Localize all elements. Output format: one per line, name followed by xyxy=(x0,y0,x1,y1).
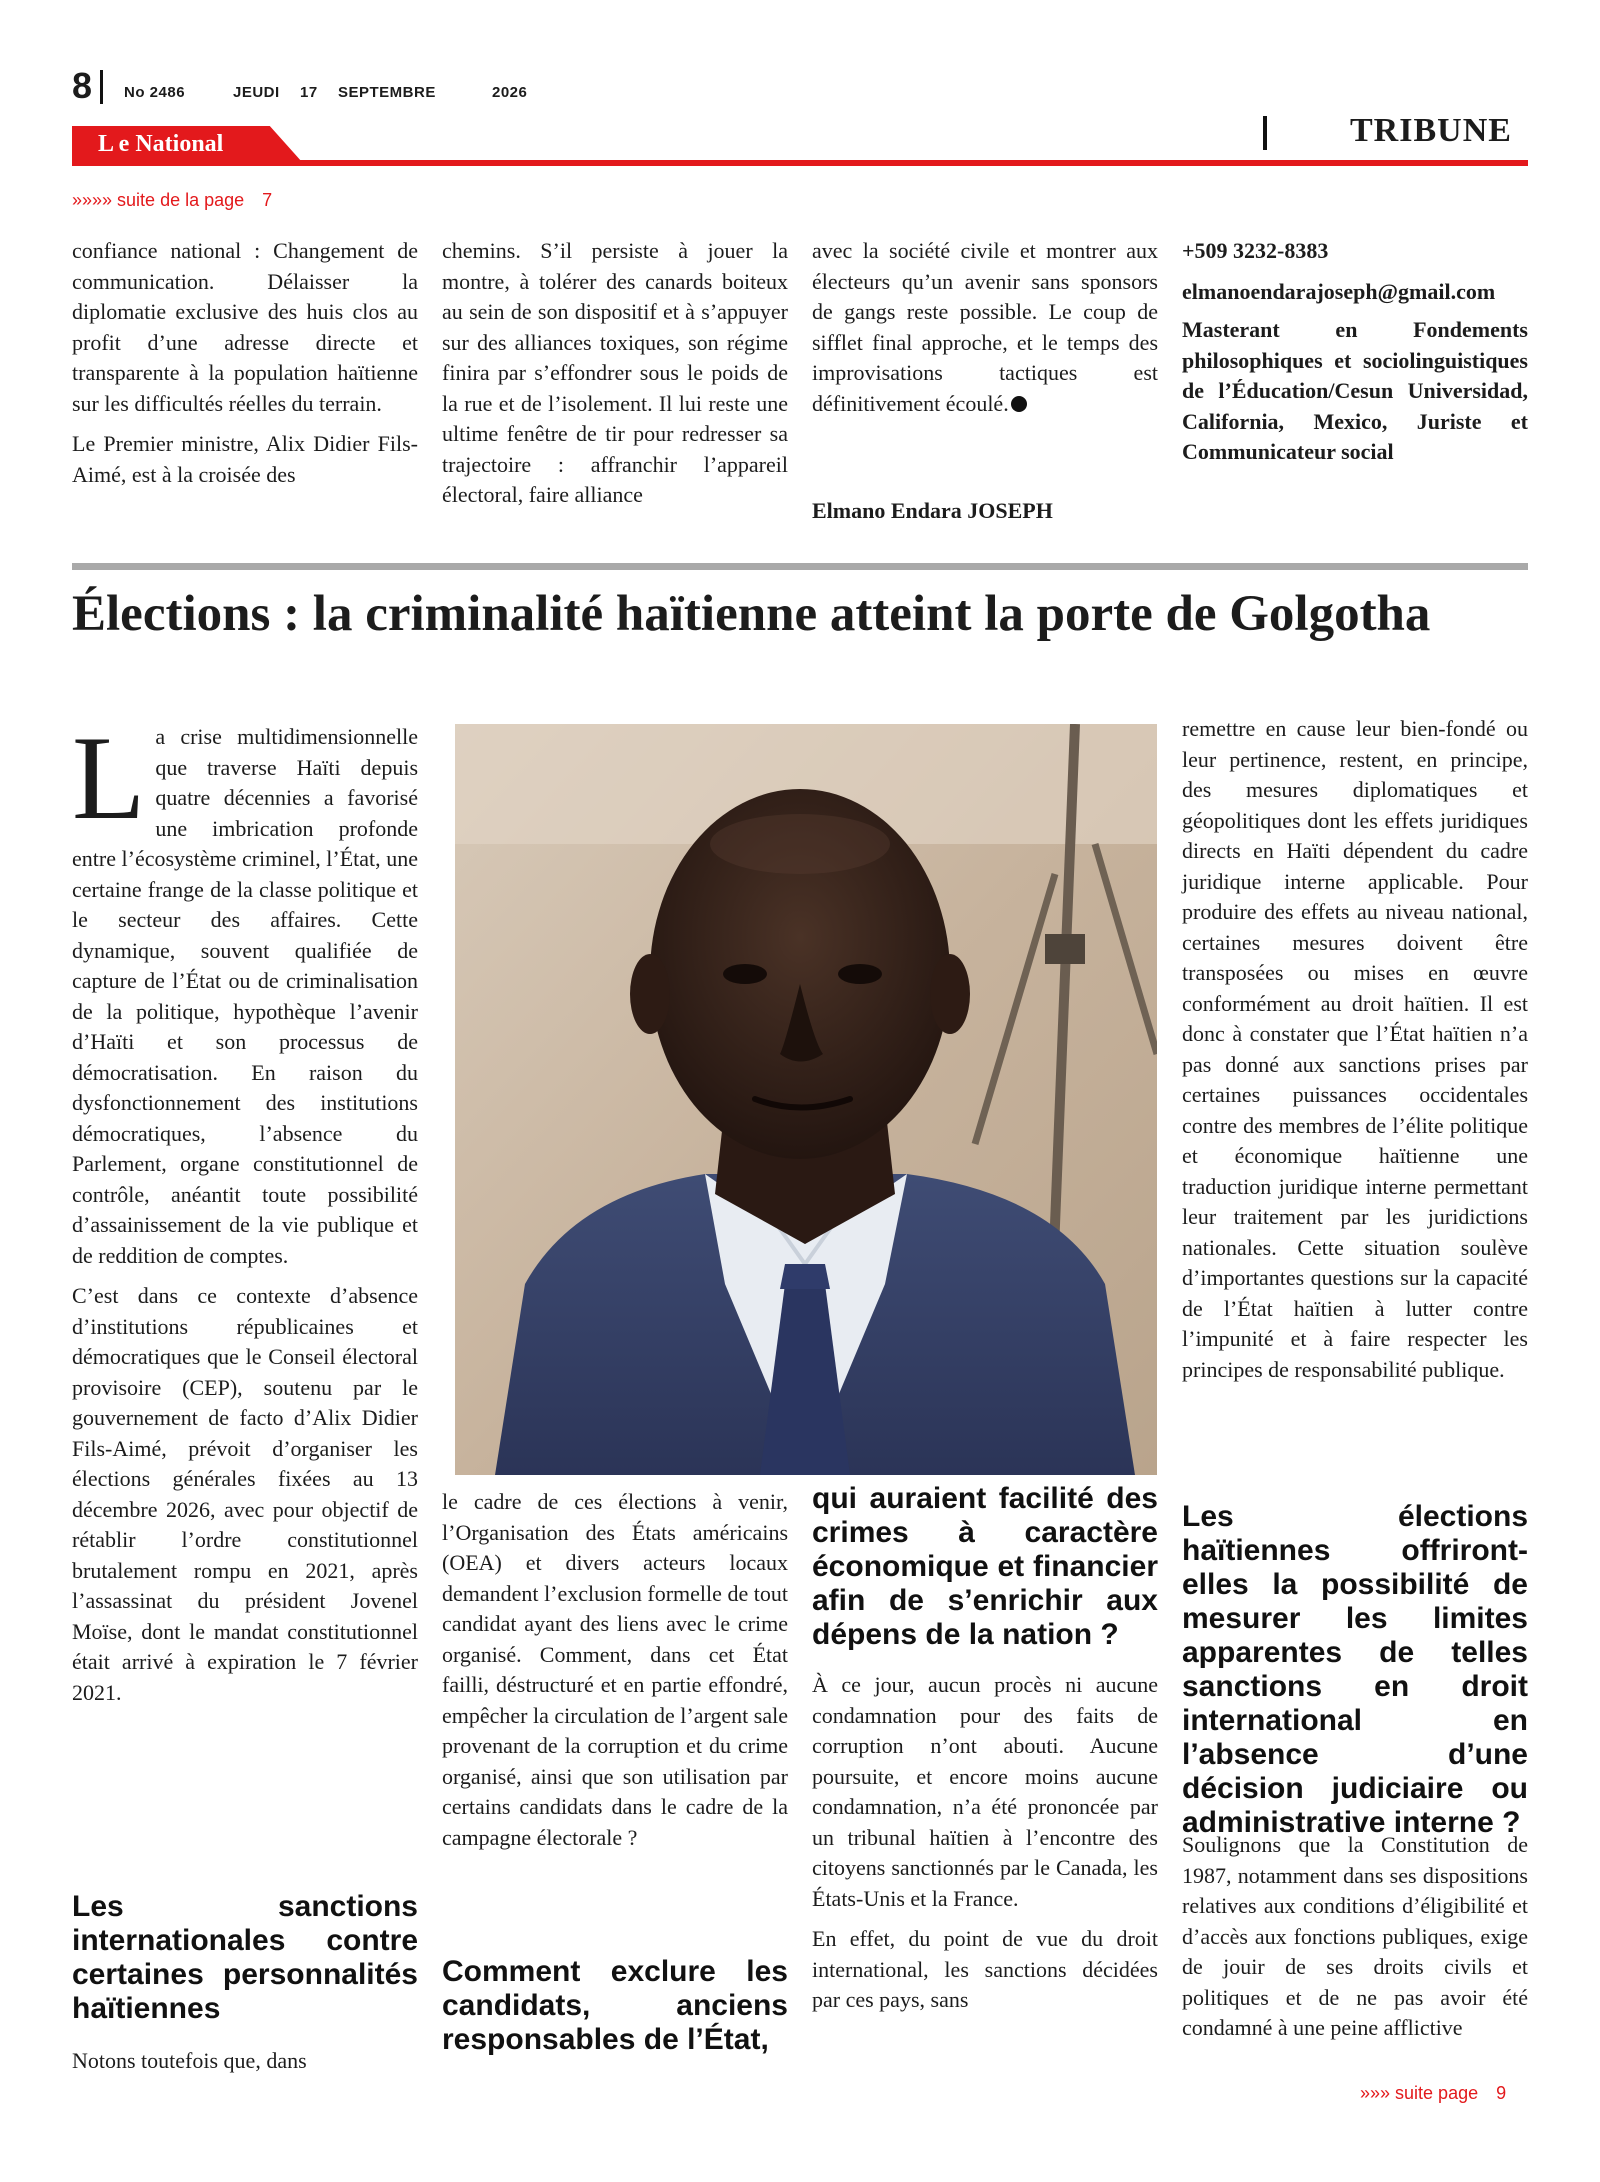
subheading-exclusion-cont: qui auraient facilité des crimes à caractère économique et financier afin de s’enrichir aux dépens de la nation ? xyxy=(812,1482,1158,1651)
subheading-sanctions: Les sanctions internationales contre certaines personnalités haïtiennes xyxy=(72,1890,418,2025)
paragraph: En effet, du point de vue du droit international, les sanctions décidées par ces pays, sans xyxy=(812,1926,1158,2012)
article-col-2 xyxy=(442,1487,788,1853)
continued-from xyxy=(72,190,272,211)
section-divider xyxy=(1263,116,1267,150)
section-label: TRIBUNE xyxy=(1350,112,1512,149)
paragraph: chemins. S’il persiste à jouer la montre, à tolérer des canards boiteux au sein de son dispositif et à s’appuyer sur des alliances toxiques, son régime finira par s’effondrer sous le poids de la rue et de l’isolement. Il lui reste une ultime fenêtre de tir pour redresser sa trajectoire : affranchir l’appareil électoral, faire alliance xyxy=(442,238,788,507)
paragraph: C’est dans ce contexte d’absence d’institutions républicaines et démocratiques que le Conseil électoral provisoire (CEP), soutenu par le gouvernement de facto d’Alix Didier Fils-Aimé, prévoit d’organiser les élections générales fixées au 13 décembre 2026, avec pour objectif de rétablir l’ordre constitutionnel brutalement rompu en 2021, après l’assassinat du président Jovenel Moïse, dont le mandat constitutionnel était arrivé à expiration le 7 février 2021. xyxy=(72,1283,418,1705)
paragraph: Notons toutefois que, dans xyxy=(72,2048,307,2073)
issue-number: No 2486 xyxy=(124,84,186,101)
issue-year: 2026 xyxy=(492,84,528,101)
header-rule xyxy=(72,160,1528,166)
drop-cap: L xyxy=(72,711,146,844)
issue-month: SEPTEMBRE xyxy=(338,84,436,101)
masthead-logo: L e National xyxy=(98,131,224,157)
article-col-1 xyxy=(72,711,418,1718)
prev-article-col-3 xyxy=(812,236,1158,419)
continued-on xyxy=(1360,2083,1506,2104)
prev-article-col-2 xyxy=(442,236,788,511)
page-number: 8 xyxy=(72,65,93,106)
issue-day: JEUDI xyxy=(233,84,280,101)
author-credentials: Masterant en Fondements philosophiques et sociolinguistiques de l’Éducation/Cesun Universidad, California, Mexico, Juriste et Communicateur social xyxy=(1182,317,1528,464)
continued-on-page: 9 xyxy=(1496,2083,1507,2103)
article-col-1-tail xyxy=(72,2046,418,2077)
subheading-exclusion: Comment exclure les candidats, anciens responsables de l’État, xyxy=(442,1955,788,2056)
article-col-4-tail xyxy=(1182,1830,1528,2044)
subheading-elections: Les élections haïtiennes offriront-elles la possibilité de mesurer les limites apparentes de telles sanctions en droit international en l’absence d’une décision judiciaire ou administrative interne ? xyxy=(1182,1500,1528,1839)
paragraph: Soulignons que la Constitution de 1987, notamment dans ses dispositions relatives aux conditions d’éligibilité et d’accès aux fonctions publiques, exige de jouir de ses droits civils et politiques et de ne pas avoir été condamné à une peine afflictive xyxy=(1182,1832,1528,2040)
paragraph: confiance national : Changement de communication. Délaisser la diplomatie exclusive des huis clos au profit d’une adresse directe et transparente à la population haïtienne sur les difficultés réelles du terrain. xyxy=(72,238,418,416)
end-of-article-icon xyxy=(1011,396,1027,412)
paragraph: remettre en cause leur bien-fondé ou leur pertinence, restent, en principe, des mesures diplomatiques et géopolitiques dont les effets juridiques directs en Haïti dépendent du cadre juridique interne applicable. Pour produire des effets au niveau national, certaines mesures doivent être transposées ou mises en œuvre conformément au droit haïtien. Il est donc à constater que l’État haïtien n’a pas donné aux sanctions prises par certaines puissances occidentales contre des membres de l’élite politique et économique haïtienne une traduction juridique interne permettant leur traitement par les juridictions nationales. Cette situation soulève d’importantes questions sur la capacité de l’État haïtien à lutter contre l’impunité et à faire respecter les principes de responsabilité publique. xyxy=(1182,716,1528,1382)
article-col-4 xyxy=(1182,714,1528,1385)
continued-from-label: »»»» suite de la page xyxy=(72,190,245,210)
continued-on-label: »»» suite page xyxy=(1360,2083,1479,2103)
portrait-image xyxy=(455,724,1157,1475)
continued-from-page: 7 xyxy=(262,190,273,210)
author-email: elmanoendarajoseph@gmail.com xyxy=(1182,278,1496,304)
article-col-3 xyxy=(812,1670,1158,2016)
paragraph: le cadre de ces élections à venir, l’Organisation des États américains (OEA) et divers acteurs locaux demandent l’exclusion formelle de tout candidat ayant des liens avec le crime organisé. Comment, dans cet État failli, déstructuré et en partie effondré, empêcher la circulation de l’argent sale provenant de la corruption et du crime organisé, ainsi que son utilisation par certains candidats dans le cadre de la campagne électorale ? xyxy=(442,1489,788,1850)
author-portrait-photo xyxy=(455,724,1157,1475)
page-number-divider xyxy=(100,70,103,104)
author-phone: +509 3232-8383 xyxy=(1182,238,1329,263)
paragraph-text: a crise multidimensionnelle que traverse Haïti depuis quatre décennies a favorisé une imbrication profonde entre l’écosystème criminel, l’État, une certaine frange de la classe politique et le secteur des affaires. Cette dynamique, souvent qualifiée de capture de l’État ou de criminalisation de la politique, hypothèque l’avenir d’Haïti et son processus de démocratisation. En raison du dysfonctionnement des institutions démocratiques, l’absence du Parlement, organe constitutionnel de contrôle, anéantit toute possibilité d’assainissement de la vie publique et de reddition de comptes. xyxy=(72,724,418,1268)
author-signature: Elmano Endara JOSEPH xyxy=(812,498,1053,523)
author-bio xyxy=(1182,236,1528,468)
paragraph xyxy=(812,236,1158,419)
paragraph-text: avec la société civile et montrer aux électeurs qu’un avenir sans sponsors de gangs reste possible. Le coup de sifflet final approche, et le temps des improvisations tactiques est définitivement écoulé. xyxy=(812,238,1158,416)
article-headline: Élections : la criminalité haïtienne atteint la porte de Golgotha xyxy=(72,586,1431,642)
paragraph: À ce jour, aucun procès ni aucune condamnation pour des faits de corruption n’ont abouti. Aucune poursuite, et encore moins aucune condamnation, n’a été prononcée par un tribunal haïtien à l’encontre des citoyens sanctionnés par le Canada, les États-Unis et la France. xyxy=(812,1672,1158,1911)
article-divider xyxy=(72,563,1528,570)
paragraph: Le Premier ministre, Alix Didier Fils-Aimé, est à la croisée des xyxy=(72,431,418,487)
paragraph xyxy=(72,711,418,1271)
prev-article-col-1 xyxy=(72,236,418,490)
issue-date: 17 xyxy=(300,84,318,101)
